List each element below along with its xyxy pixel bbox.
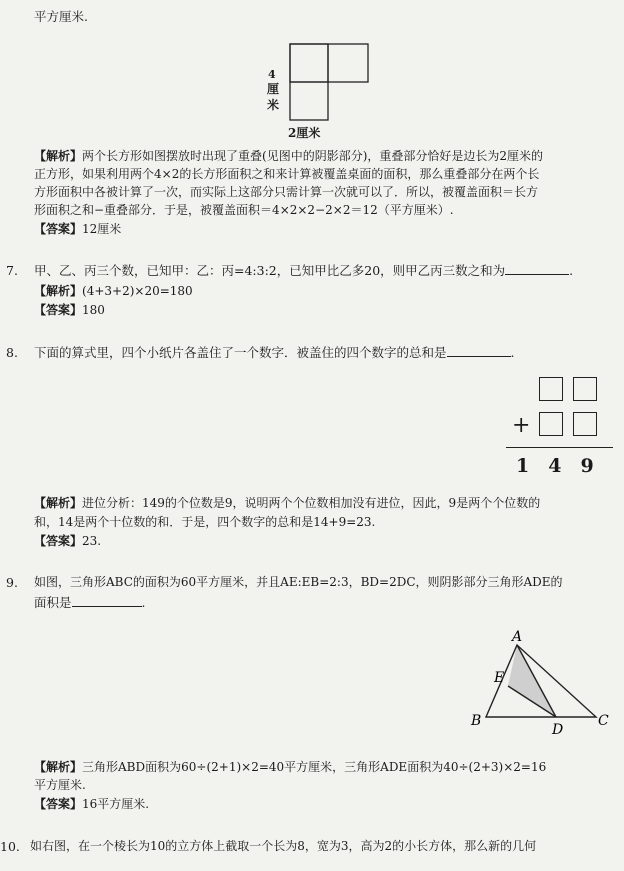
q8-answer-blank[interactable] xyxy=(447,344,511,357)
horizontal-rectangle xyxy=(290,44,368,82)
q8-analysis-line-2: 和，14是两个十位数的和．于是，四个数字的总和是14+9=23. xyxy=(34,515,376,529)
q7-number: 7. xyxy=(6,263,18,278)
q8-number: 8. xyxy=(6,345,18,360)
label-a: A xyxy=(512,629,523,645)
q10-question: 如右图，在一个棱长为10的立方体上截取一个长为8，宽为3，高为2的小长方体，那么新的几何 xyxy=(30,839,537,853)
label-d: D xyxy=(552,722,564,738)
analysis-text: 进位分析：149的个位数是9，说明两个个位数相加没有进位，因此，9是两个个位数的 xyxy=(82,496,541,510)
answer-tag: 【答案】 xyxy=(34,797,83,811)
fig1-label-mi: 米 xyxy=(267,98,280,112)
q6-analysis-line-3: 方形面积中各被计算了一次，而实际上这部分只需计算一次就可以了．所以，被覆盖面积＝长方 xyxy=(34,185,539,199)
answer-tag: 【答案】 xyxy=(34,303,83,317)
q7-text: 甲、乙、丙三个数，已知甲：乙：丙=4:3:2，已知甲比乙多20，则甲乙丙三数之和为 xyxy=(34,263,506,278)
q7-answer-blank[interactable] xyxy=(505,262,569,275)
q9-analysis-line-2: 平方厘米. xyxy=(34,778,86,792)
covered-digit-box xyxy=(539,412,563,436)
covered-digit-box xyxy=(573,377,597,401)
label-c: C xyxy=(598,713,609,729)
rectangles-svg xyxy=(262,40,382,150)
q9-question-line-2 xyxy=(34,594,146,611)
q6-analysis-line-2: 正方形，如果利用两个4×2的长方形面积之和来计算被覆盖桌面的面积，那么重叠部分在两个长 xyxy=(34,167,540,181)
q7-end: . xyxy=(569,263,574,278)
q9-question-line-1: 如图，三角形ABC的面积为60平方厘米，并且AE:EB=2:3，BD=2DC，则阴影部分三角形ADE的 xyxy=(34,575,563,589)
fig1-label-4: 4 xyxy=(268,68,276,81)
q6-analysis-line-4: 形面积之和−重叠部分．于是，被覆盖面积＝4×2×2−2×2＝12（平方厘米）. xyxy=(34,203,454,217)
answer-tag: 【答案】 xyxy=(34,534,83,548)
analysis-tag: 【解析】 xyxy=(34,760,83,774)
analysis-tag: 【解析】 xyxy=(34,496,83,510)
answer-tag: 【答案】 xyxy=(34,222,83,236)
continuation-text: 平方厘米. xyxy=(34,9,88,24)
analysis-tag: 【解析】 xyxy=(34,149,83,163)
q8-answer xyxy=(34,533,101,550)
covered-digit-box xyxy=(539,377,563,401)
label-b: B xyxy=(471,713,482,729)
label-e: E xyxy=(494,670,505,686)
answer-text: 180 xyxy=(82,303,105,317)
answer-text: 23. xyxy=(82,534,102,548)
q9-number: 9. xyxy=(6,575,18,590)
triangle-svg xyxy=(466,628,616,740)
overlap-rectangles-figure xyxy=(262,40,382,150)
analysis-text: 三角形ABD面积为60÷(2+1)×2=40平方厘米，三角形ADE面积为40÷(2+3)×2=16 xyxy=(82,760,547,774)
q7-answer xyxy=(34,302,105,319)
covered-digit-box xyxy=(573,412,597,436)
analysis-tag: 【解析】 xyxy=(34,284,83,298)
sum-result: 1 4 9 xyxy=(516,455,594,477)
analysis-text: 两个长方形如图摆放时出现了重叠(见图中的阴影部分)，重叠部分恰好是边长为2厘米的 xyxy=(82,149,544,163)
answer-text: 12厘米 xyxy=(82,222,122,236)
q7-question xyxy=(34,262,573,279)
q6-analysis-line-1 xyxy=(34,148,543,165)
shaded-triangle-ade xyxy=(508,645,556,717)
fig1-label-li: 厘 xyxy=(267,82,280,96)
q7-analysis xyxy=(34,283,193,300)
q9-end: . xyxy=(141,595,146,610)
triangle-figure xyxy=(466,628,616,740)
sum-line xyxy=(506,447,613,448)
q9-analysis-line-1 xyxy=(34,759,546,776)
analysis-text: (4+3+2)×20=180 xyxy=(82,284,193,298)
q8-text: 下面的算式里，四个小纸片各盖住了一个数字．被盖住的四个数字的总和是 xyxy=(34,345,447,360)
q9-answer xyxy=(34,796,149,813)
q9-answer-blank[interactable] xyxy=(72,594,142,607)
q10-number: 10. xyxy=(0,839,20,854)
q8-question xyxy=(34,344,515,361)
answer-text: 16平方厘米. xyxy=(82,797,150,811)
plus-sign: + xyxy=(512,413,531,438)
q6-answer xyxy=(34,221,121,238)
q8-end: . xyxy=(510,345,515,360)
q8-analysis-line-1 xyxy=(34,495,540,512)
fig1-bottom-label: 2厘米 xyxy=(288,126,321,140)
q9-text: 面积是 xyxy=(34,595,72,610)
